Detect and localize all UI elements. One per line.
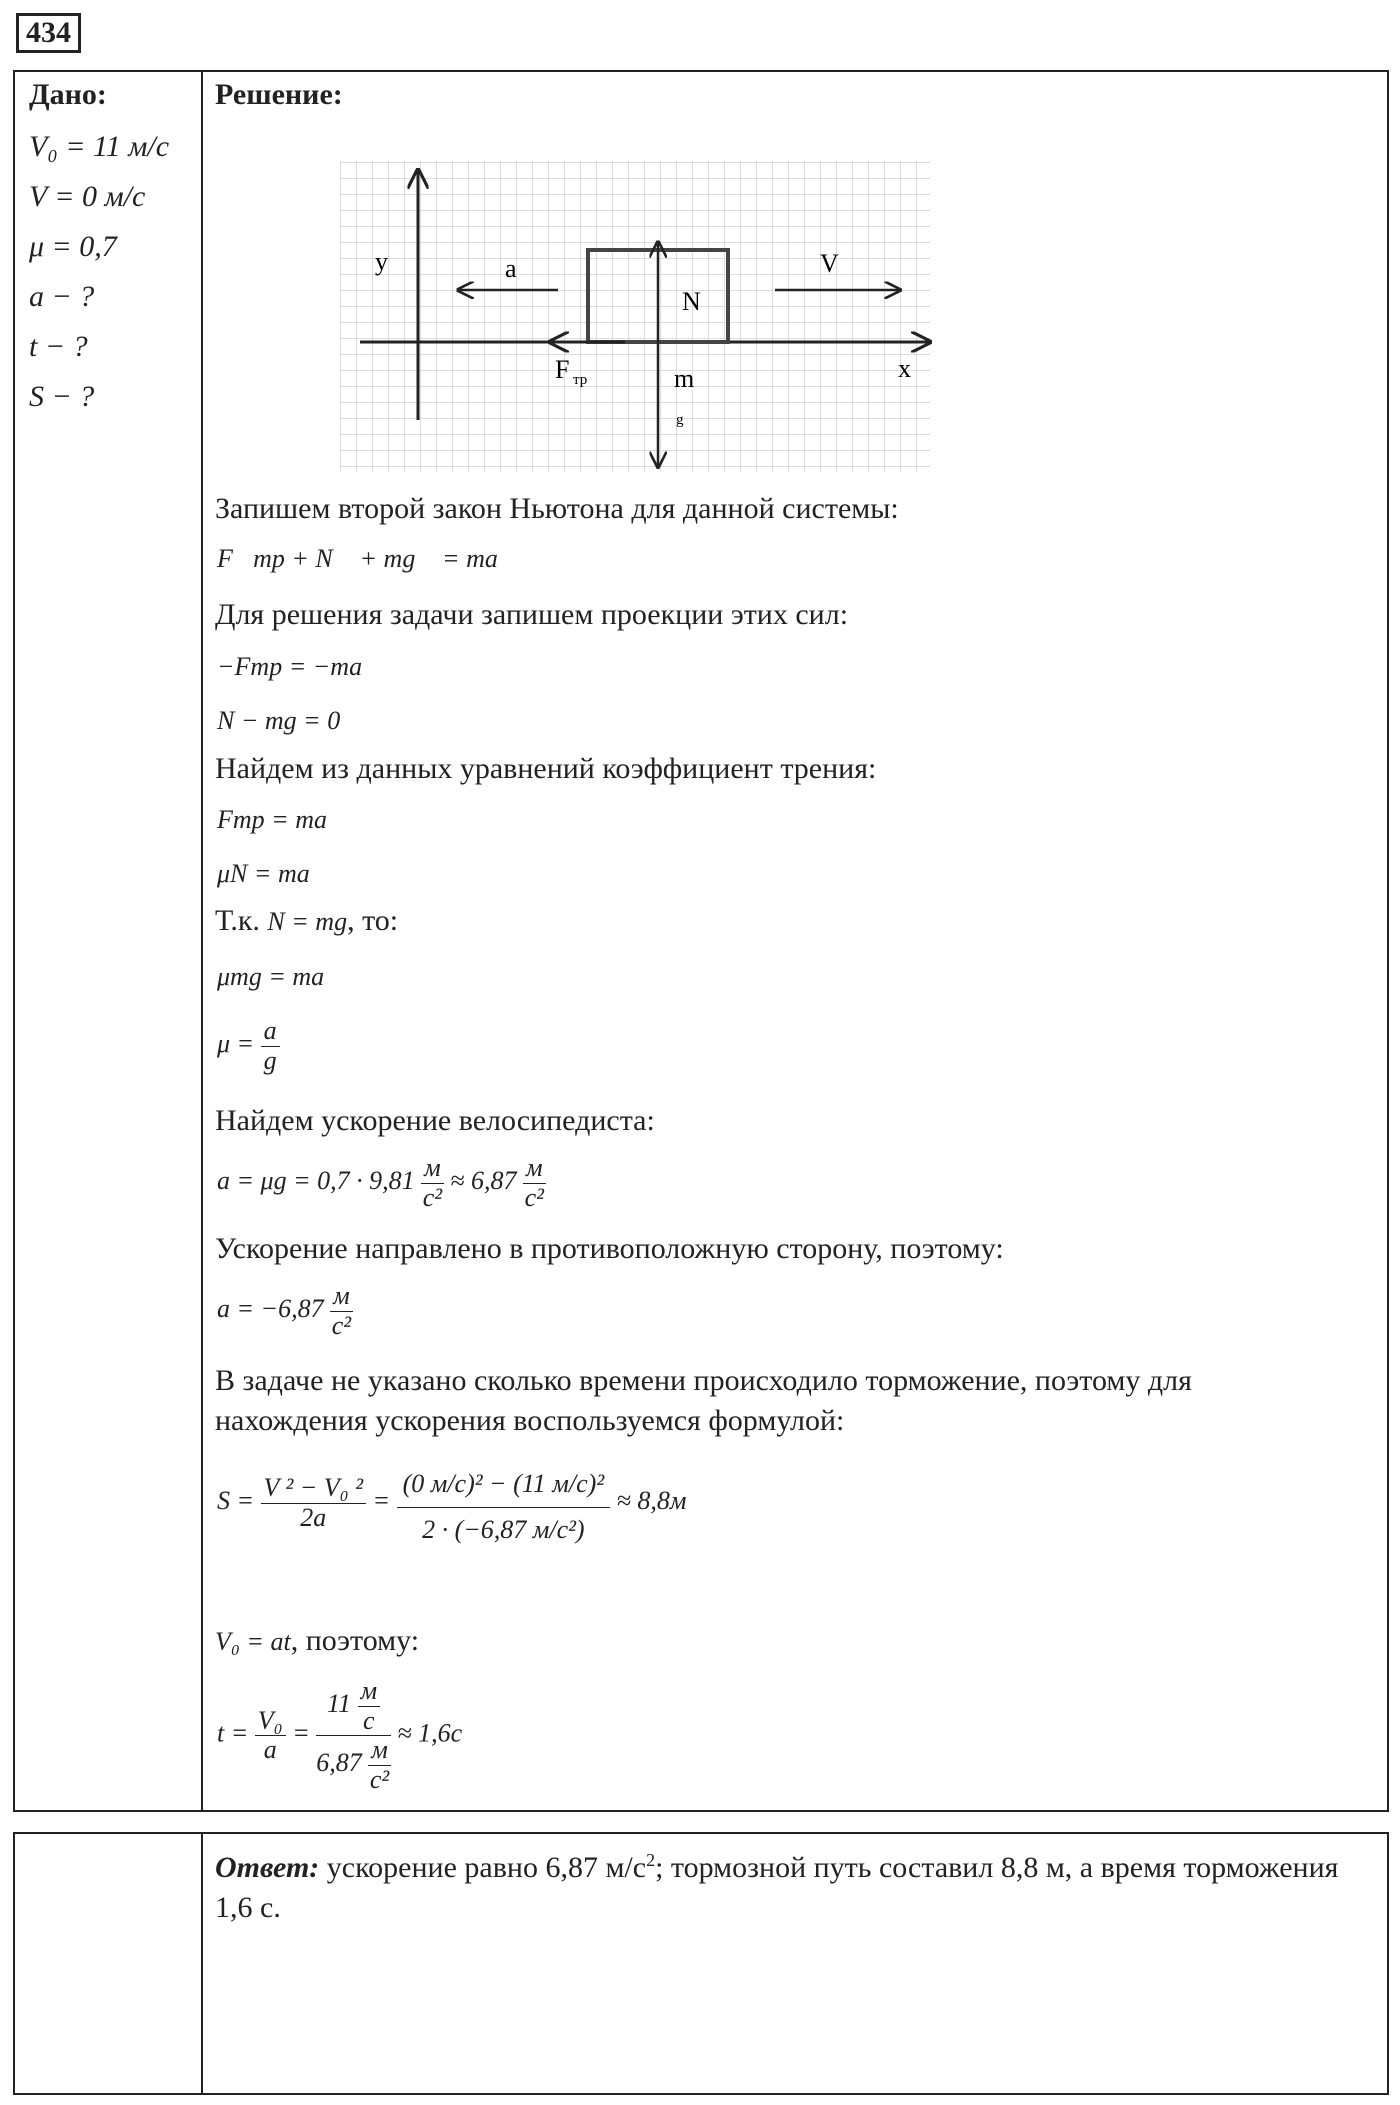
tk-suffix: , то:	[347, 904, 399, 937]
v0-line: V₀ = at, поэтому:	[215, 1624, 420, 1657]
column-divider	[201, 72, 203, 1810]
eq-proj1: −Fтр = −ma	[217, 652, 363, 681]
eq-proj2: N − mg = 0	[217, 706, 341, 735]
solution-table	[13, 70, 1389, 1812]
tk-label: Т.к.	[215, 904, 260, 937]
label-x: x	[898, 354, 911, 383]
solution-text: Найдем из данных уравнений коэффициент трения:	[215, 752, 877, 785]
tk-line	[215, 904, 398, 938]
given-item: μ = 0,7	[29, 230, 117, 263]
solution-text: Найдем ускорение велосипедиста:	[215, 1104, 655, 1137]
solution-text: Запишем второй закон Ньютона для данной системы:	[215, 492, 899, 525]
t-fraction: $\frac{\text{V₀}}{a}$	[255, 1707, 286, 1765]
mu-fraction	[261, 1017, 280, 1075]
solution-text: В задаче не указано сколько времени происходило торможение, поэтому для	[215, 1364, 1192, 1397]
solution-text: нахождения ускорения воспользуемся формулой:	[215, 1404, 845, 1437]
label-F-sub: тр	[573, 372, 588, 388]
solution-text: Для решения задачи запишем проекции этих сил:	[215, 598, 849, 631]
s-big-fraction: $\frac{\text{(0 м/с)² − (11 м/с)²}}{\text{2 · (−6,87 м/с²)}}$	[397, 1462, 611, 1544]
label-F: F	[555, 355, 570, 384]
eq-mu	[217, 1017, 280, 1075]
given-item: S − ?	[29, 380, 95, 413]
force-diagram	[340, 162, 940, 482]
given-heading: Дано:	[29, 78, 107, 111]
given-item: a − ?	[29, 280, 95, 313]
unit-fraction: $\frac{м}{\text{с²}}$	[422, 1153, 443, 1212]
solution-heading-wrap	[215, 78, 1375, 112]
t-big-fraction: 11 $\frac{м}{с}$ 6,87 $\frac{м}{\text{с²}}$	[316, 1676, 390, 1794]
mu-lhs: μ =	[217, 1029, 255, 1059]
given-item: t − ?	[29, 330, 88, 363]
s-fraction: $\frac{\text{V ² − V₀ ²}}{2a}$	[261, 1474, 366, 1532]
problem-number: 434	[16, 13, 81, 53]
unit-fraction: $\frac{м}{\text{с²}}$	[331, 1281, 352, 1340]
label-N: N	[682, 287, 701, 316]
label-y: y	[375, 247, 388, 276]
label-a: a	[505, 254, 517, 283]
given-column	[29, 78, 169, 422]
eq-tk: N = mg	[267, 907, 348, 936]
label-V: V	[820, 249, 839, 278]
eq-f1: Fтр = ma	[217, 805, 327, 834]
solution-heading: Решение:	[215, 78, 343, 111]
given-item: V₀ = 11 м/с	[29, 130, 170, 163]
column-divider	[201, 1834, 203, 2093]
answer-text: Ответ: ускорение равно 6,87 $м/с^2$; тормозной путь составил 8,8 м, а время торможения 1,6 с.	[215, 1850, 1339, 1924]
label-g: g	[676, 412, 684, 428]
eq-f3: μmg = ma	[217, 962, 325, 991]
eq-f2: μN = ma	[217, 859, 310, 888]
eq-distance: S = $\frac{\text{V ² − V₀ ²}}{2a}$ = $\frac{\text{(0 м/с)² − (11 м/с)²}}{\text{2 · (−6,87 м/с²)}}$ ≈ 8,8м	[217, 1462, 687, 1544]
solution-text: Ускорение направлено в противоположную сторону, поэтому:	[215, 1232, 1004, 1265]
eq-acc	[217, 1154, 546, 1212]
mu-den: g	[263, 1045, 277, 1075]
diagram-grid	[340, 162, 930, 472]
acc-lhs: a = μg = 0,7 · 9,81	[217, 1166, 415, 1196]
unit-fraction: $\frac{м}{с}$	[358, 1677, 381, 1735]
eq-time: t = $\frac{\text{V₀}}{a}$ = 11 $\frac{м}{с}$ 6,87 $\frac{м}{\text{с²}}$ ≈ 1,6с	[217, 1676, 463, 1794]
mu-num: a	[261, 1017, 280, 1047]
unit-fraction: $\frac{м}{\text{с²}}$	[524, 1153, 544, 1212]
label-m: m	[674, 364, 695, 393]
eq-newton: F⃗тр + N⃗ + mg⃗ = ma⃗	[217, 544, 519, 573]
given-item: V = 0 м/с	[29, 180, 146, 213]
acc-approx: ≈ 6,87	[450, 1166, 517, 1196]
answer-label: Ответ:	[215, 1851, 320, 1884]
eq-acc-neg: a = −6,87 $\frac{м}{\text{с²}}$	[217, 1281, 352, 1340]
answer-table	[13, 1832, 1389, 2095]
eq-v0: V₀ = at	[215, 1627, 291, 1656]
unit-fraction: $\frac{м}{\text{с²}}$	[369, 1735, 390, 1794]
